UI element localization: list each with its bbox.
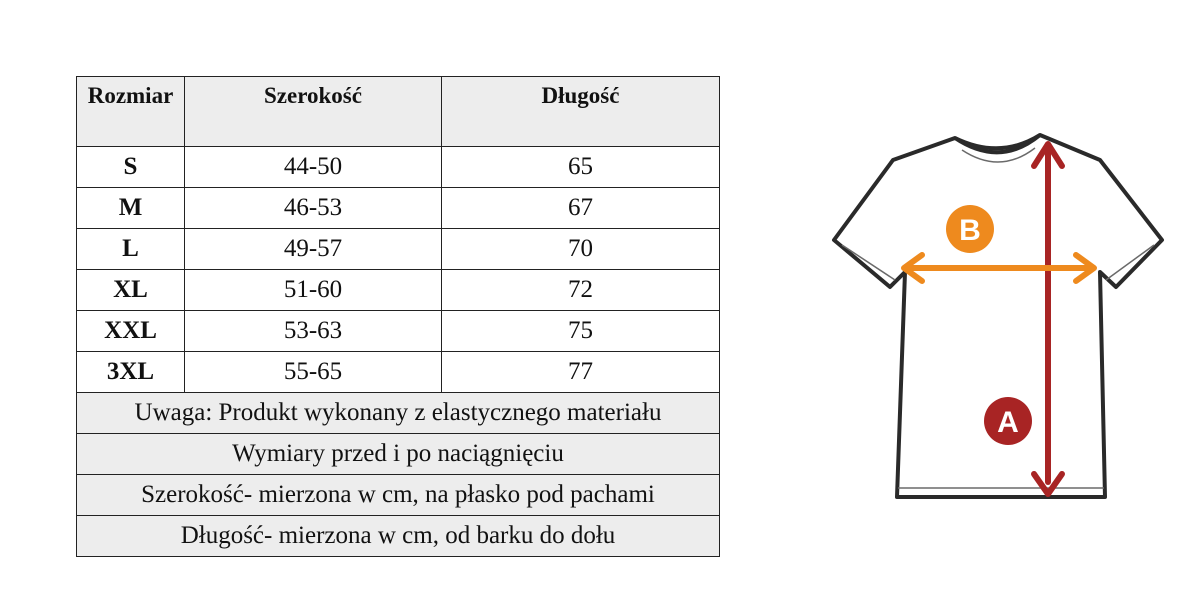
size-cell: S: [77, 147, 185, 188]
length-cell: 65: [442, 147, 720, 188]
size-cell: XL: [77, 270, 185, 311]
t-shirt-icon: [820, 120, 1180, 520]
width-cell: 53-63: [185, 311, 442, 352]
header-length: Długość: [442, 77, 720, 147]
note-stretch: Wymiary przed i po naciągnięciu: [77, 434, 720, 475]
table-row: [77, 229, 720, 270]
note-elastic: Uwaga: Produkt wykonany z elastycznego materiału: [77, 393, 720, 434]
width-cell: 49-57: [185, 229, 442, 270]
table-header-row: [77, 77, 720, 147]
table-row: [77, 311, 720, 352]
note-row: [77, 393, 720, 434]
header-width: Szerokość: [185, 77, 442, 147]
badge-a-label: A: [997, 406, 1019, 439]
badge-b-label: B: [959, 214, 981, 247]
length-cell: 72: [442, 270, 720, 311]
size-table: [76, 76, 720, 557]
width-cell: 46-53: [185, 188, 442, 229]
size-cell: L: [77, 229, 185, 270]
note-row: [77, 516, 720, 557]
length-cell: 67: [442, 188, 720, 229]
badge-a: [984, 397, 1032, 445]
length-cell: 77: [442, 352, 720, 393]
length-cell: 70: [442, 229, 720, 270]
length-cell: 75: [442, 311, 720, 352]
header-size: Rozmiar: [77, 77, 185, 147]
size-cell: M: [77, 188, 185, 229]
size-cell: XXL: [77, 311, 185, 352]
note-row: [77, 475, 720, 516]
table-row: [77, 270, 720, 311]
table-row: [77, 147, 720, 188]
width-cell: 55-65: [185, 352, 442, 393]
width-cell: 51-60: [185, 270, 442, 311]
table-row: [77, 188, 720, 229]
width-cell: 44-50: [185, 147, 442, 188]
size-cell: 3XL: [77, 352, 185, 393]
table-row: [77, 352, 720, 393]
note-row: [77, 434, 720, 475]
note-length-measure: Długość- mierzona w cm, od barku do dołu: [77, 516, 720, 557]
badge-b: [946, 205, 994, 253]
note-width-measure: Szerokość- mierzona w cm, na płasko pod pachami: [77, 475, 720, 516]
